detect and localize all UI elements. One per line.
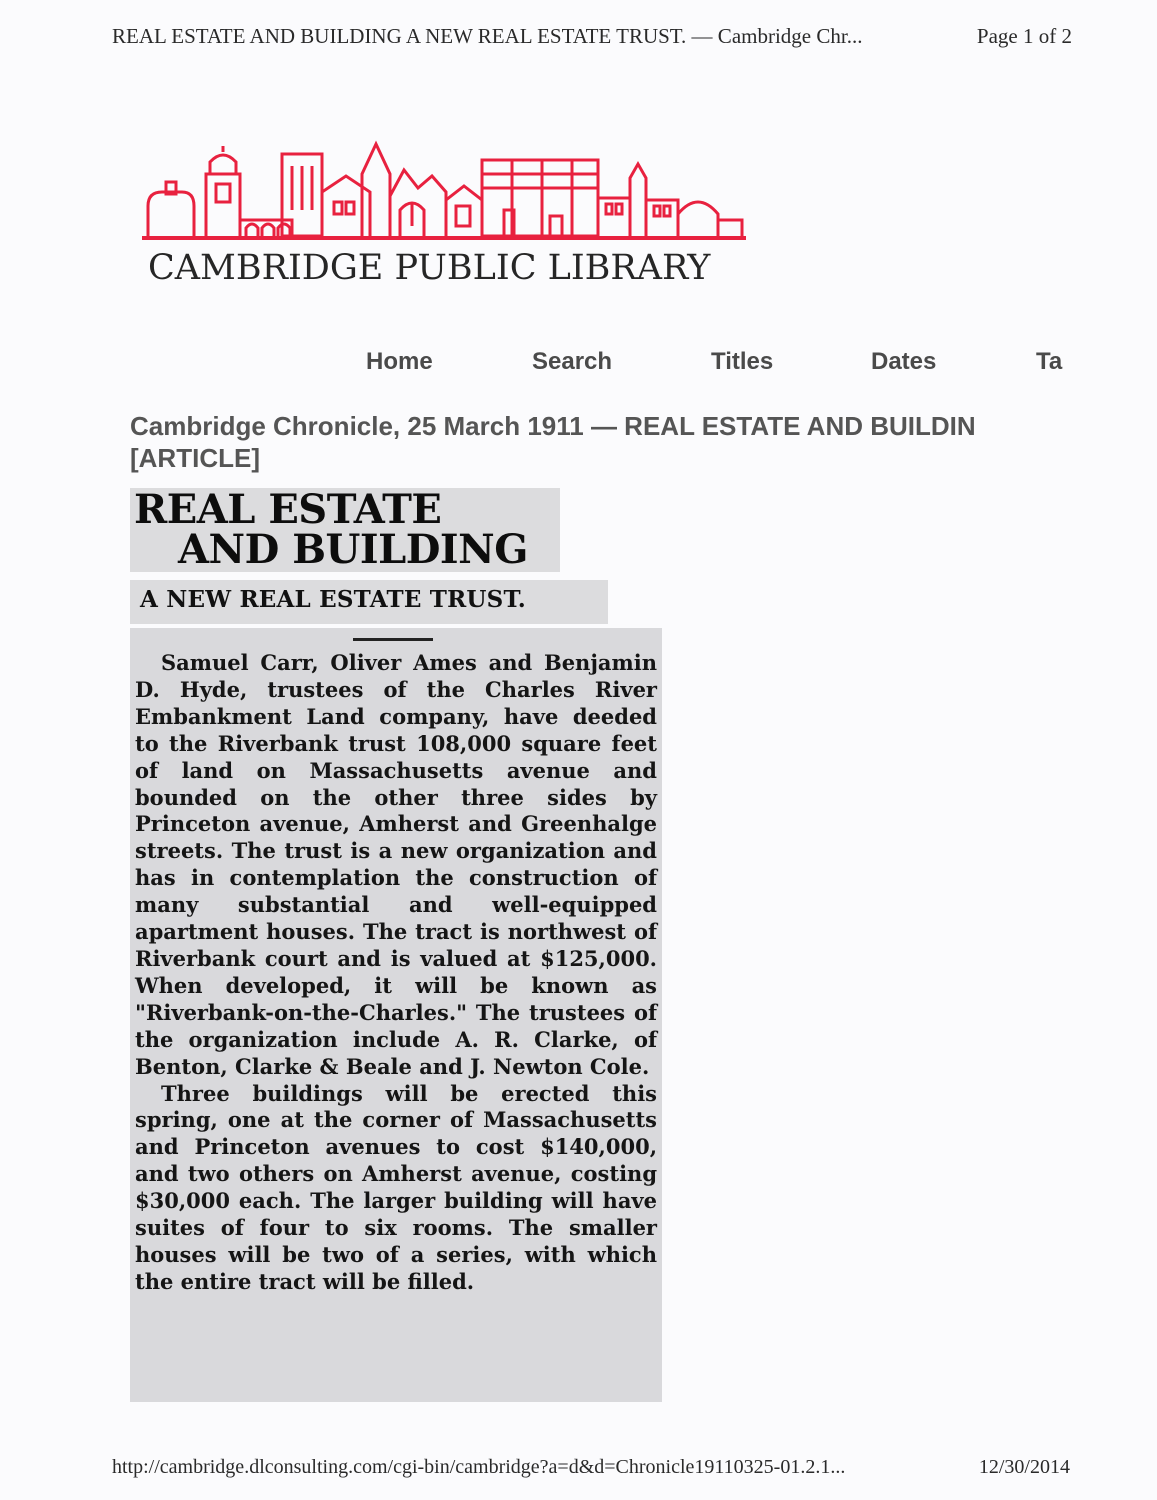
main-nav [366,346,1071,386]
headline-line-1: REAL ESTATE [134,488,442,533]
library-name: CAMBRIDGE PUBLIC LIBRARY [148,248,711,288]
article-paragraph-1: Samuel Carr, Oliver Ames and Benjamin D. Hyde, trustees of the Charles River Embankment Land company, have deeded to the Riverbank trust 108,000 square feet of land on Massachusetts avenue and bounded on the other three sides by Princeton avenue, Amherst and Greenhalge streets. The trust is a new organization and has in contemplation the construction of many substantial and well-equipped apartment houses. The tract is northwest of Riverbank court and is valued at $125,000. When developed, it will be known as "Riverbank-on-the-Charles." The trustees of the organization include A. R. Clarke, of Benton, Clarke & Beale and J. Newton Cole. [135,650,657,1079]
print-footer-date: 12/30/2014 [978,1456,1070,1478]
page-title-line-1: Cambridge Chronicle, 25 March 1911 — REAL ESTATE AND BUILDIN [130,411,976,441]
nav-home-link[interactable]: Home [366,348,433,375]
article-subheadline-clipping [130,580,608,624]
library-logo[interactable] [142,140,752,300]
print-footer [112,1456,1070,1479]
article-body [135,650,657,1296]
article-divider [353,638,433,641]
nav-search-link[interactable]: Search [532,348,613,375]
nav-dates-link[interactable]: Dates [871,348,937,375]
skyline-logo-icon [142,140,752,244]
article-body-clipping [130,628,662,1402]
article-headline-clipping [130,488,560,572]
page-title-line-2: [ARTICLE] [130,443,260,473]
nav-tags-link[interactable]: Ta [1036,348,1063,375]
article-subheadline: A NEW REAL ESTATE TRUST. [140,586,527,613]
print-header-page-number: Page 1 of 2 [976,24,1072,48]
page-title [130,410,1072,474]
nav-titles-link[interactable]: Titles [711,348,774,375]
article-paragraph-2: Three buildings will be erected this spring, one at the corner of Massachusetts and Princeton avenues to cost $140,000, and two others on Amherst avenue, costing $30,000 each. The larger building will have suites of four to six rooms. The smaller houses will be two of a series, with which the entire tract will be filled. [135,1080,657,1294]
print-footer-url: http://cambridge.dlconsulting.com/cgi-bin/cambridge?a=d&d=Chronicle19110325-01.2.1... [112,1456,846,1478]
headline-line-2: AND BUILDING [178,526,528,572]
print-header-title: REAL ESTATE AND BUILDING A NEW REAL ESTATE TRUST. — Cambridge Chr... [112,24,863,48]
article-headline [134,490,528,570]
print-header [112,24,1072,49]
